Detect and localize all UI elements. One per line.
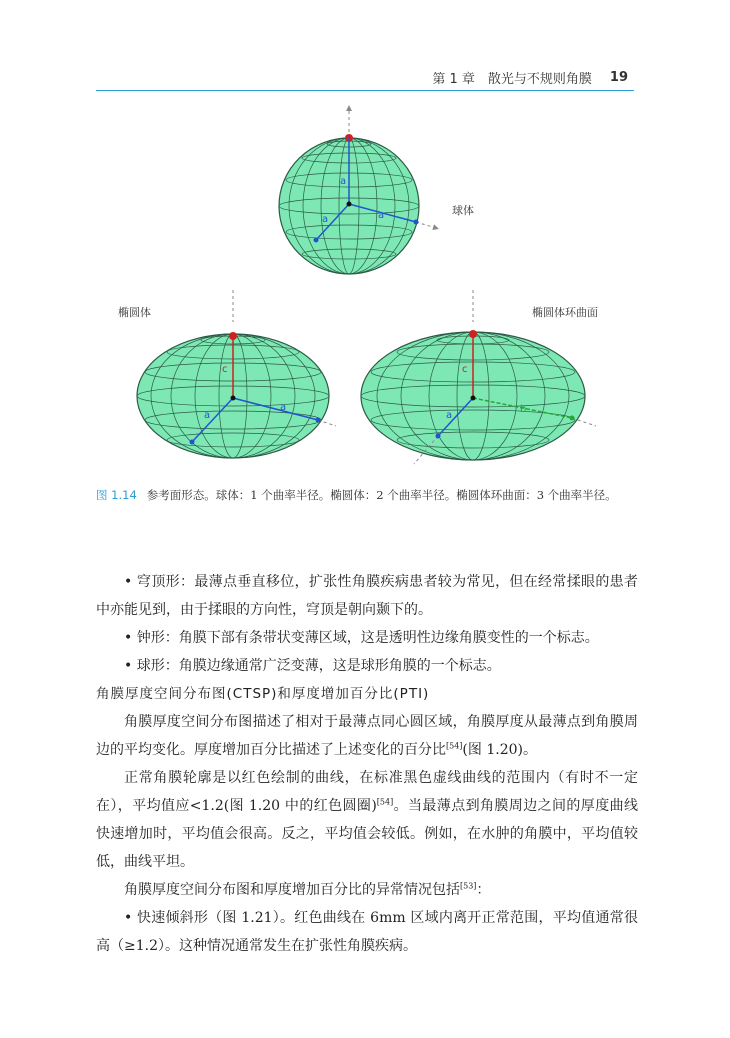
sphere-shape [279,108,474,274]
label-a: a [340,176,347,187]
figure-1-14 [96,100,636,480]
paragraph-2-tail: 。当最薄点到角膜周边之间的厚度曲线快速增加时，平均值会很高。反之，平均值会较低。例如，在水肿的角膜中，平均值较低，曲线平坦。 [96,798,638,870]
paragraph-3-text: 角膜厚度空间分布图和厚度增加百分比的异常情况包括 [124,882,460,898]
paragraph-3 [96,876,638,904]
figure-number: 图 1.14 [96,488,137,502]
label-a: a [280,402,287,413]
figure-caption [96,484,636,506]
reference: [54] [376,797,394,807]
page-number: 19 [609,69,628,85]
paragraph-1 [96,708,638,764]
label-a: a [322,214,329,225]
paragraph-3-tail: ： [476,882,491,898]
label-c: c [462,364,468,375]
reference: [54] [446,741,463,751]
label-b: b [520,404,527,415]
caption-text: 参考面形态。球体：1 个曲率半径。椭圆体：2 个曲率半径。椭圆体环曲面：3 个曲率半径。 [146,488,617,502]
bullet-globe: • 球形：角膜边缘通常广泛变薄，这是球形角膜的一个标志。 [124,658,501,674]
label-toric: 椭圆体环曲面 [532,306,598,319]
chapter-title: 第 1 章 散光与不规则角膜 [432,71,592,87]
toric-ellipsoid-shape [361,290,598,464]
label-a: a [446,410,453,421]
reference: [53] [460,881,477,891]
paragraph-1-tail: (图 1.20)。 [462,742,537,758]
label-a: a [204,410,211,421]
label-a: a [378,210,385,221]
bullet-bell: • 钟形：角膜下部有条带状变薄区域，这是透明性边缘角膜变性的一个标志。 [124,630,599,646]
paragraph-2-text: 正常角膜轮廓是以红色绘制的曲线，在标准黑色虚线曲线的范围内（有时不一定在），平均值应<1.2(图 1.20 中的红色圆圈) [96,770,638,814]
running-header [96,64,634,91]
label-sphere: 球体 [452,204,474,217]
body-text [96,568,638,960]
label-ellipsoid: 椭圆体 [118,306,151,319]
label-c: c [222,364,228,375]
section-heading: 角膜厚度空间分布图(CTSP)和厚度增加百分比(PTI) [96,686,430,702]
ellipsoid-shape [118,290,336,458]
bullet-rapid-slope: • 快速倾斜形（图 1.21）。红色曲线在 6mm 区域内离开正常范围，平均值通常很高（≥1.2）。这种情况通常发生在扩张性角膜疾病。 [96,910,638,954]
paragraph-2 [96,764,638,876]
paragraph-1-text: 角膜厚度空间分布图描述了相对于最薄点同心圆区域，角膜厚度从最薄点到角膜周边的平均变化。厚度增加百分比描述了上述变化的百分比 [96,714,638,758]
bullet-dome: • 穹顶形：最薄点垂直移位，扩张性角膜疾病患者较为常见，但在经常揉眼的患者中亦能见到，由于揉眼的方向性，穹顶是朝向颞下的。 [96,574,638,618]
